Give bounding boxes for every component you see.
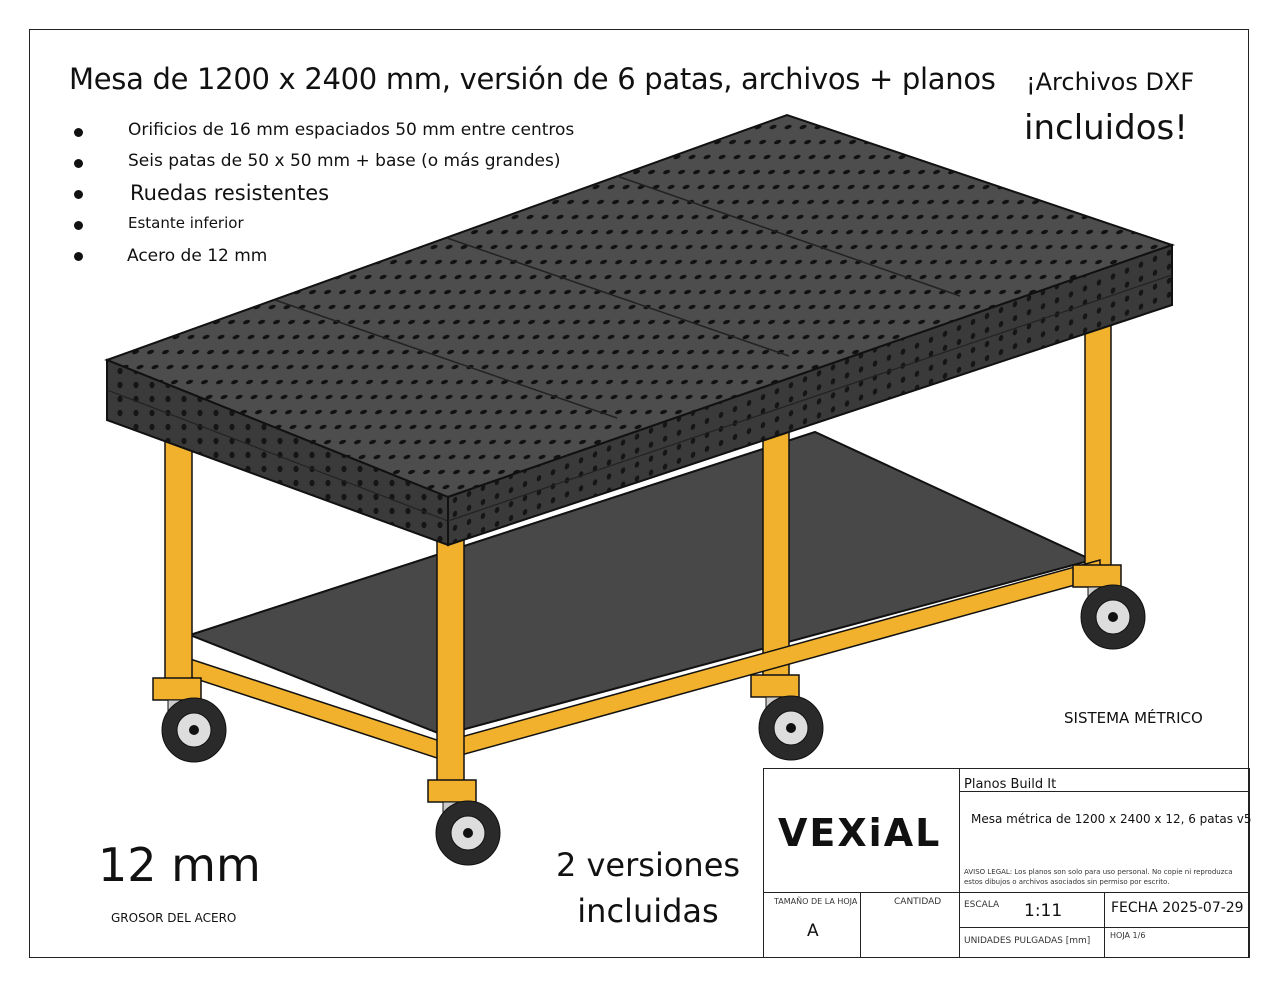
page-title: Mesa de 1200 x 2400 mm, versión de 6 patas, archivos + planos <box>69 62 996 96</box>
thickness-value: 12 mm <box>98 838 261 892</box>
scale-label: ESCALA <box>964 900 1000 910</box>
leg-front-left <box>165 430 192 685</box>
drawing-description: Mesa métrica de 1200 x 2400 x 12, 6 patas v5 <box>971 812 1252 826</box>
vexial-logo: VEXiAL <box>778 811 942 855</box>
sheet-size-label: TAMAÑO DE LA HOJA <box>774 897 858 906</box>
leg-front-center <box>437 520 464 785</box>
drawing-date: FECHA 2025-07-29 <box>1111 900 1244 916</box>
feature-list <box>72 116 574 271</box>
system-label: SISTEMA MÉTRICO <box>1064 709 1203 727</box>
leg-back-right <box>1085 320 1111 570</box>
feature-item: Orificios de 16 mm espaciados 50 mm entre centros <box>72 116 574 147</box>
leg-back-center <box>763 430 789 680</box>
units-label: UNIDADES PULGADAS [mm] <box>964 936 1091 946</box>
feature-item: Seis patas de 50 x 50 mm + base (o más grandes) <box>72 147 574 178</box>
quantity-label: CANTIDAD <box>894 897 942 907</box>
bullet-icon <box>74 159 83 168</box>
feature-item: Ruedas resistentes <box>72 178 574 209</box>
legal-notice: AVISO LEGAL: Los planos son solo para uso personal. No copie ni reproduzca estos dibujos o archivos asociados sin permiso por escrito. <box>964 868 1233 886</box>
scale-value: 1:11 <box>1024 901 1063 921</box>
caster-front-left <box>153 678 226 762</box>
title-block-divider <box>860 892 861 958</box>
title-block-divider <box>959 769 960 957</box>
sheet-size-value: A <box>807 921 819 941</box>
title-block-divider <box>1104 892 1105 927</box>
versions-line1: 2 versiones <box>555 846 741 884</box>
caster-back-right <box>1073 565 1145 649</box>
company-name: Planos Build It <box>964 777 1057 792</box>
thickness-label: GROSOR DEL ACERO <box>111 911 237 925</box>
feature-item: Acero de 12 mm <box>72 240 574 271</box>
bullet-icon <box>74 128 83 137</box>
title-block <box>763 768 1250 958</box>
feature-item: Estante inferior <box>72 209 574 240</box>
sheet-number: HOJA 1/6 <box>1110 931 1146 940</box>
bullet-icon <box>74 190 83 199</box>
versions-callout <box>548 842 748 934</box>
title-block-divider <box>1104 927 1105 958</box>
bullet-icon <box>74 221 83 230</box>
dxf-callout-line1: ¡Archivos DXF <box>1026 68 1195 96</box>
title-block-divider <box>764 892 1250 893</box>
dxf-callout-line2: incluidos! <box>1024 108 1188 148</box>
title-block-divider <box>959 927 1250 928</box>
bullet-icon <box>74 252 83 261</box>
caster-back-center <box>751 675 823 760</box>
caster-front-center <box>428 780 500 865</box>
versions-line2: incluidas <box>577 892 719 930</box>
